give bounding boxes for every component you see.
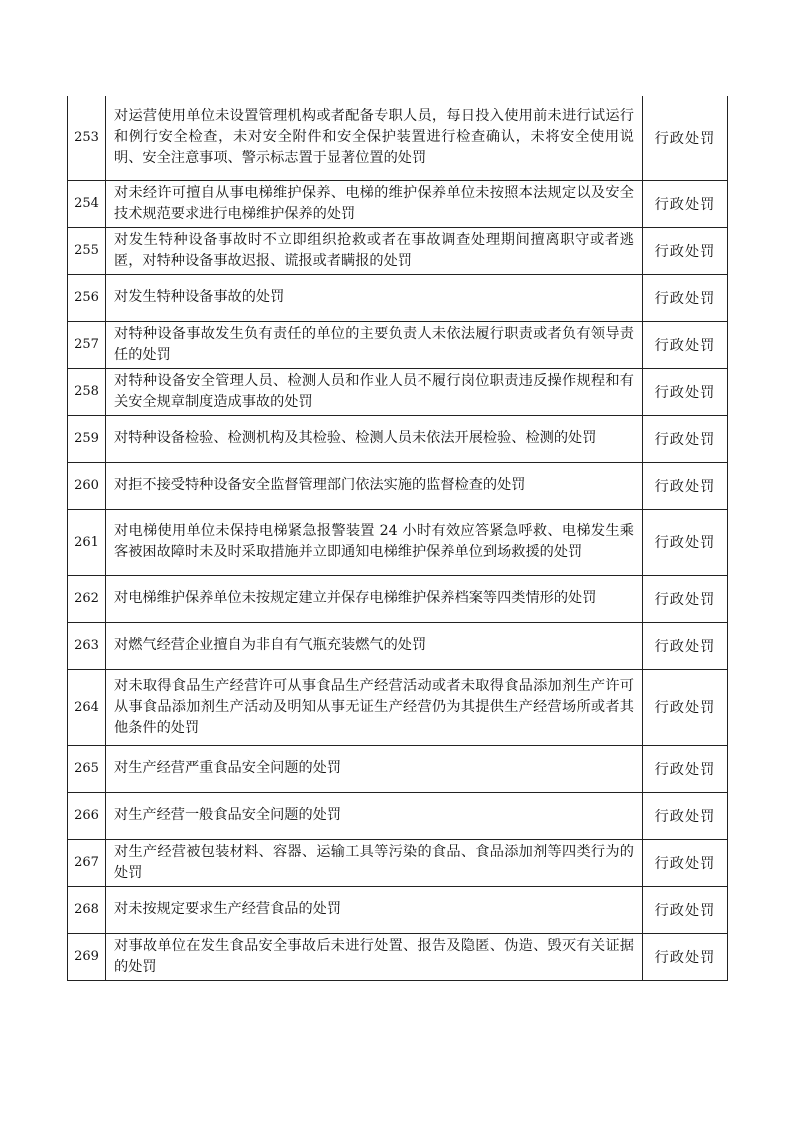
- row-type: 行政处罚: [643, 180, 728, 227]
- row-type: 行政处罚: [643, 886, 728, 933]
- row-description: 对电梯维护保养单位未按规定建立并保存电梯维护保养档案等四类情形的处罚: [106, 575, 643, 622]
- row-description: 对生产经营一般食品安全问题的处罚: [106, 792, 643, 839]
- row-description: 对特种设备事故发生负有责任的单位的主要负责人未依法履行职责或者负有领导责任的处罚: [106, 321, 643, 368]
- table-row: [68, 669, 728, 745]
- row-number: 268: [68, 886, 106, 933]
- row-type: 行政处罚: [643, 415, 728, 462]
- row-type: 行政处罚: [643, 368, 728, 415]
- row-number: 261: [68, 509, 106, 575]
- row-number: 266: [68, 792, 106, 839]
- table-body: [68, 96, 728, 980]
- row-type: 行政处罚: [643, 839, 728, 886]
- row-type: 行政处罚: [643, 227, 728, 274]
- table-row: [68, 321, 728, 368]
- row-description: 对拒不接受特种设备安全监督管理部门依法实施的监督检查的处罚: [106, 462, 643, 509]
- row-description: 对未经许可擅自从事电梯维护保养、电梯的维护保养单位未按照本法规定以及安全技术规范要求进行电梯维护保养的处罚: [106, 180, 643, 227]
- row-number: 262: [68, 575, 106, 622]
- row-description: 对未按规定要求生产经营食品的处罚: [106, 886, 643, 933]
- row-number: 264: [68, 669, 106, 745]
- table-row: [68, 575, 728, 622]
- row-number: 259: [68, 415, 106, 462]
- table-row: [68, 839, 728, 886]
- row-number: 269: [68, 933, 106, 980]
- table-row: [68, 180, 728, 227]
- row-type: 行政处罚: [643, 669, 728, 745]
- row-description: 对燃气经营企业擅自为非自有气瓶充装燃气的处罚: [106, 622, 643, 669]
- table-row: [68, 415, 728, 462]
- row-number: 253: [68, 96, 106, 180]
- row-number: 263: [68, 622, 106, 669]
- table-row: [68, 745, 728, 792]
- row-number: 260: [68, 462, 106, 509]
- row-type: 行政处罚: [643, 745, 728, 792]
- table-row: [68, 509, 728, 575]
- row-number: 267: [68, 839, 106, 886]
- table-row: [68, 227, 728, 274]
- table-row: [68, 933, 728, 980]
- row-type: 行政处罚: [643, 321, 728, 368]
- row-number: 256: [68, 274, 106, 321]
- row-number: 254: [68, 180, 106, 227]
- row-description: 对发生特种设备事故的处罚: [106, 274, 643, 321]
- row-description: 对特种设备检验、检测机构及其检验、检测人员未依法开展检验、检测的处罚: [106, 415, 643, 462]
- row-type: 行政处罚: [643, 575, 728, 622]
- row-type: 行政处罚: [643, 792, 728, 839]
- table-row: [68, 368, 728, 415]
- row-type: 行政处罚: [643, 462, 728, 509]
- row-number: 255: [68, 227, 106, 274]
- table-row: [68, 96, 728, 180]
- table-row: [68, 886, 728, 933]
- row-type: 行政处罚: [643, 622, 728, 669]
- row-type: 行政处罚: [643, 933, 728, 980]
- row-number: 265: [68, 745, 106, 792]
- row-type: 行政处罚: [643, 96, 728, 180]
- row-description: 对生产经营被包装材料、容器、运输工具等污染的食品、食品添加剂等四类行为的处罚: [106, 839, 643, 886]
- table-row: [68, 462, 728, 509]
- table-row: [68, 622, 728, 669]
- row-description: 对未取得食品生产经营许可从事食品生产经营活动或者未取得食品添加剂生产许可从事食品添加剂生产活动及明知从事无证生产经营仍为其提供生产经营场所或者其他条件的处罚: [106, 669, 643, 745]
- penalty-table: [67, 96, 728, 981]
- row-description: 对电梯使用单位未保持电梯紧急报警装置 24 小时有效应答紧急呼救、电梯发生乘客被困故障时未及时采取措施并立即通知电梯维护保养单位到场救援的处罚: [106, 509, 643, 575]
- row-type: 行政处罚: [643, 274, 728, 321]
- row-description: 对特种设备安全管理人员、检测人员和作业人员不履行岗位职责违反操作规程和有关安全规章制度造成事故的处罚: [106, 368, 643, 415]
- row-description: 对运营使用单位未设置管理机构或者配备专职人员，每日投入使用前未进行试运行和例行安全检查，未对安全附件和安全保护装置进行检查确认，未将安全使用说明、安全注意事项、警示标志置于显著位置的处罚: [106, 96, 643, 180]
- table-row: [68, 274, 728, 321]
- row-description: 对发生特种设备事故时不立即组织抢救或者在事故调查处理期间擅离职守或者逃匿，对特种设备事故迟报、谎报或者瞒报的处罚: [106, 227, 643, 274]
- table-row: [68, 792, 728, 839]
- row-description: 对事故单位在发生食品安全事故后未进行处置、报告及隐匿、伪造、毁灭有关证据的处罚: [106, 933, 643, 980]
- row-description: 对生产经营严重食品安全问题的处罚: [106, 745, 643, 792]
- row-type: 行政处罚: [643, 509, 728, 575]
- row-number: 257: [68, 321, 106, 368]
- row-number: 258: [68, 368, 106, 415]
